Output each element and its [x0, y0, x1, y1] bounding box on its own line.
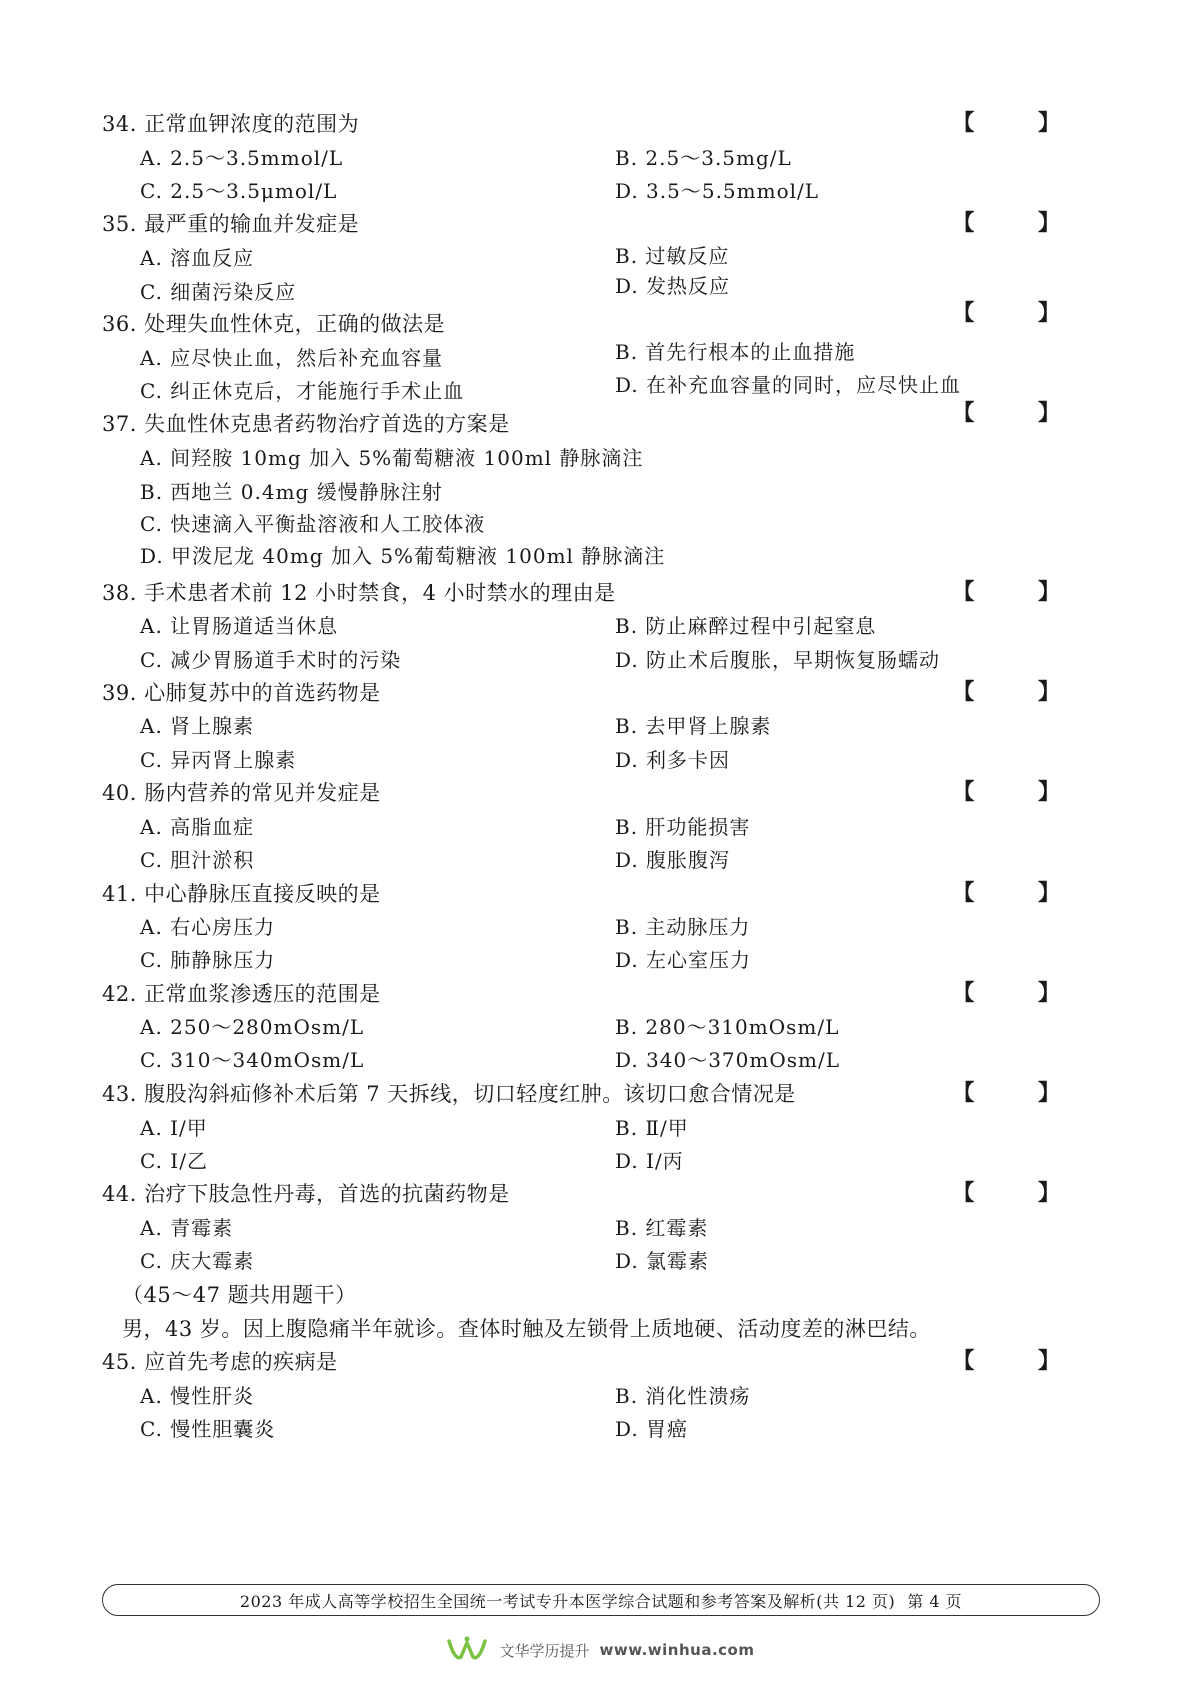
footer-title: 2023 年成人高等学校招生全国统一考试专升本医学综合试题和参考答案及解析(共 12 页) [239, 1591, 896, 1611]
option-c: C. 肺静脉压力 [140, 948, 276, 972]
shared-stem-text: 男，43 岁。因上腹隐痛半年就诊。查体时触及左锁骨上质地硬、活动度差的淋巴结。 [122, 1317, 931, 1341]
watermark [0, 1630, 1200, 1670]
shared-stem-header: （45～47 题共用题干） [122, 1283, 357, 1307]
option-b: B. 2.5～3.5mg/L [615, 146, 792, 170]
option-d: D. 胃癌 [615, 1417, 689, 1441]
answer-bracket: 【 】 [952, 300, 1088, 326]
answer-bracket: 【 】 [952, 779, 1088, 805]
option-b: B. 红霉素 [615, 1216, 709, 1240]
option-a: A. 右心房压力 [140, 915, 276, 939]
question-34: 34. 正常血钾浓度的范围为 [102, 112, 360, 136]
question-35: 35. 最严重的输血并发症是 [102, 212, 360, 236]
option-d: D. 发热反应 [615, 274, 731, 298]
winhua-logo-icon [445, 1635, 489, 1665]
option-c: C. 胆汁淤积 [140, 848, 255, 872]
question-39: 39. 心肺复苏中的首选药物是 [102, 681, 381, 705]
answer-bracket: 【 】 [952, 110, 1088, 136]
page-number: 第 4 页 [907, 1591, 963, 1611]
option-d: D. 左心室压力 [615, 948, 752, 972]
option-a: A. 慢性肝炎 [140, 1384, 255, 1408]
option-b: B. 防止麻醉过程中引起窒息 [615, 614, 877, 638]
option-c: C. 异丙肾上腺素 [140, 748, 297, 772]
option-a: A. 让胃肠道适当休息 [140, 614, 339, 638]
answer-bracket: 【 】 [952, 980, 1088, 1006]
option-a: A. 2.5～3.5mmol/L [140, 146, 344, 170]
option-d: D. 3.5～5.5mmol/L [615, 179, 820, 203]
option-c: C. 减少胃肠道手术时的污染 [140, 648, 402, 672]
question-36: 36. 处理失血性休克，正确的做法是 [102, 312, 446, 336]
option-a: A. 溶血反应 [140, 246, 255, 270]
option-b: B. 过敏反应 [615, 244, 730, 268]
option-d: D. 340～370mOsm/L [615, 1048, 840, 1072]
answer-bracket: 【 】 [952, 579, 1088, 605]
option-a: A. 肾上腺素 [140, 714, 255, 738]
option-b: B. 主动脉压力 [615, 915, 751, 939]
option-b: B. 消化性溃疡 [615, 1384, 751, 1408]
option-b: B. 去甲肾上腺素 [615, 714, 772, 738]
answer-bracket: 【 】 [952, 210, 1088, 236]
option-d: D. 腹胀腹泻 [615, 848, 731, 872]
watermark-url[interactable]: www.winhua.com [599, 1641, 755, 1659]
option-c: C. 2.5～3.5μmol/L [140, 179, 338, 203]
option-a: A. 250～280mOsm/L [140, 1015, 365, 1039]
option-b: B. 280～310mOsm/L [615, 1015, 840, 1039]
option-b: B. 首先行根本的止血措施 [615, 340, 856, 364]
answer-bracket: 【 】 [952, 1348, 1088, 1374]
answer-bracket: 【 】 [952, 880, 1088, 906]
option-c: C. 慢性胆囊炎 [140, 1417, 276, 1441]
question-44: 44. 治疗下肢急性丹毒，首选的抗菌药物是 [102, 1182, 510, 1206]
option-d: D. 利多卡因 [615, 748, 731, 772]
page-footer [102, 1584, 1100, 1616]
option-a: A. 青霉素 [140, 1216, 234, 1240]
option-d: D. 防止术后腹胀，早期恢复肠蠕动 [615, 648, 941, 672]
question-45: 45. 应首先考虑的疾病是 [102, 1350, 338, 1374]
option-b: B. Ⅱ/甲 [615, 1116, 689, 1140]
question-43: 43. 腹股沟斜疝修补术后第 7 天拆线，切口轻度红肿。该切口愈合情况是 [102, 1082, 796, 1106]
watermark-brand: 文华学历提升 [499, 1641, 590, 1660]
option-c: C. 快速滴入平衡盐溶液和人工胶体液 [140, 512, 486, 536]
option-a: A. 应尽快止血，然后补充血容量 [140, 346, 444, 370]
question-40: 40. 肠内营养的常见并发症是 [102, 781, 381, 805]
question-38: 38. 手术患者术前 12 小时禁食，4 小时禁水的理由是 [102, 581, 616, 605]
option-a: A. 高脂血症 [140, 815, 255, 839]
question-41: 41. 中心静脉压直接反映的是 [102, 882, 381, 906]
option-c: C. Ⅰ/乙 [140, 1149, 208, 1173]
answer-bracket: 【 】 [952, 1180, 1088, 1206]
option-c: C. 细菌污染反应 [140, 280, 297, 304]
option-c: C. 庆大霉素 [140, 1249, 255, 1273]
option-a: A. 间羟胺 10mg 加入 5%葡萄糖液 100ml 静脉滴注 [140, 446, 644, 470]
option-d: D. 在补充血容量的同时，应尽快止血 [615, 373, 962, 397]
answer-bracket: 【 】 [952, 400, 1088, 426]
question-37: 37. 失血性休克患者药物治疗首选的方案是 [102, 412, 510, 436]
option-d: D. Ⅰ/丙 [615, 1149, 684, 1173]
option-b: B. 肝功能损害 [615, 815, 751, 839]
question-42: 42. 正常血浆渗透压的范围是 [102, 982, 381, 1006]
option-d: D. 氯霉素 [615, 1249, 710, 1273]
option-a: A. Ⅰ/甲 [140, 1116, 208, 1140]
answer-bracket: 【 】 [952, 679, 1088, 705]
option-c: C. 纠正休克后，才能施行手术止血 [140, 379, 465, 403]
option-c: C. 310～340mOsm/L [140, 1048, 365, 1072]
option-b: B. 西地兰 0.4mg 缓慢静脉注射 [140, 480, 443, 504]
answer-bracket: 【 】 [952, 1080, 1088, 1106]
option-d: D. 甲泼尼龙 40mg 加入 5%葡萄糖液 100ml 静脉滴注 [140, 544, 666, 568]
